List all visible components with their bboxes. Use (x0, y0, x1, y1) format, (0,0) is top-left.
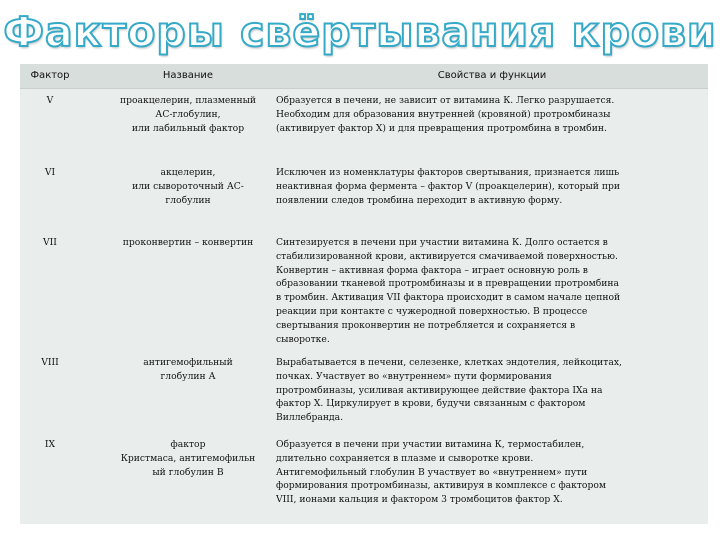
factor-properties-line: фактор Х. Циркулирует в крови, будучи связанным с фактором (276, 398, 586, 410)
factor-name-line: Кристмаса, антигемофильн (120, 452, 256, 464)
factor-properties-line: в тромбин. Активация VII фактора происходит в самом начале цепной (276, 292, 621, 304)
factor-properties-line: (активирует фактор Х) и для превращения протромбина в тромбин. (276, 122, 607, 134)
factor-name (94, 236, 282, 250)
slide-title: Факторы свёртывания крови (3, 8, 717, 56)
factor-properties-line: Необходим для образования внутренней (кровяной) протромбиназы (276, 108, 611, 120)
factor-name (94, 166, 282, 207)
table-header (20, 64, 708, 89)
factor-number: V (46, 95, 54, 106)
factor-name (94, 438, 282, 479)
header-name: Название (162, 70, 214, 81)
factor-name (94, 94, 282, 135)
factor-properties (276, 94, 704, 135)
factor-properties-line: стабилизированной крови, активируется смачиваемой поверхностью. (276, 250, 618, 262)
factor-properties (276, 166, 704, 207)
factor-properties-line: реакции при контакте с чужеродной поверхностью. В процессе (276, 305, 588, 317)
factor-properties (276, 438, 704, 507)
factor-properties-line: неактивная форма фермента – фактор V (проакцелерин), который при (276, 180, 620, 192)
factor-name-line: проакцелерин, плазменный (119, 95, 257, 106)
factor-name (94, 356, 282, 384)
factor-number: IX (44, 439, 56, 450)
factor-number: VII (43, 237, 57, 248)
factor-name-line: антигемофильный (143, 357, 233, 368)
factor-properties-line: формирования протромбиназы, активируя в комплексе с фактором (276, 480, 607, 492)
header-factor: Фактор (30, 70, 70, 81)
factor-properties-line: Конвертин – активная форма фактора – играет основную роль в (276, 264, 588, 276)
factor-name-line: акцелерин, (160, 167, 216, 178)
header-properties: Свойства и функции (437, 70, 547, 81)
factor-properties-line: Исключен из номенклатуры факторов свертывания, признается лишь (276, 167, 620, 178)
factor-number: VI (44, 167, 56, 178)
factor-name-line: глобулин А (160, 370, 216, 382)
factor-properties-line: сыворотке. (276, 333, 330, 345)
factor-properties-line: появлении следов тромбина переходит в активную форму. (276, 194, 563, 206)
factor-name-line: фактор (170, 439, 206, 450)
factor-name-line: или сывороточный АС- (132, 180, 244, 192)
factor-name-line: или лабильный фактор (131, 122, 245, 134)
factor-name-line: АС-глобулин, (155, 108, 221, 120)
factor-properties-line: Антигемофильный глобулин В участвует во «внутреннем» пути (276, 466, 588, 478)
factor-properties-line: Синтезируется в печени при участии витамина К. Долго остается в (276, 237, 608, 248)
factor-name-line: проконвертин – конвертин (122, 237, 254, 248)
factor-properties-line: образовании тканевой протромбиназы и в превращении протромбина (276, 278, 620, 290)
factor-properties (276, 236, 704, 346)
factor-properties-line: протромбиназы, усиливая активирующее действие фактора IXа на (276, 384, 603, 396)
factor-properties-line: свертывания проконвертин не потребляется и сохраняется в (276, 319, 576, 331)
factor-properties (276, 356, 704, 425)
coagulation-factors-table (20, 64, 708, 524)
factor-properties-line: Образуется в печени, не зависит от витамина К. Легко разрушается. (276, 95, 615, 106)
factor-properties-line: Виллебранда. (276, 412, 344, 424)
factor-name-line: ый глобулин В (152, 466, 224, 478)
factor-name-line: глобулин (165, 194, 211, 206)
factor-properties-line: Образуется в печени при участии витамина К, термостабилен, (276, 439, 585, 450)
factor-number: VIII (41, 357, 59, 368)
factor-properties-line: Вырабатывается в печени, селезенке, клетках эндотелия, лейкоцитах, (276, 357, 622, 368)
factor-properties-line: почках. Участвует во «внутреннем» пути формирования (276, 370, 552, 382)
factor-properties-line: длительно сохраняется в плазме и сыворотке крови. (276, 452, 534, 464)
factor-properties-line: VIII, ионами кальция и фактором 3 тромбоцитов фактор Х. (276, 494, 563, 506)
